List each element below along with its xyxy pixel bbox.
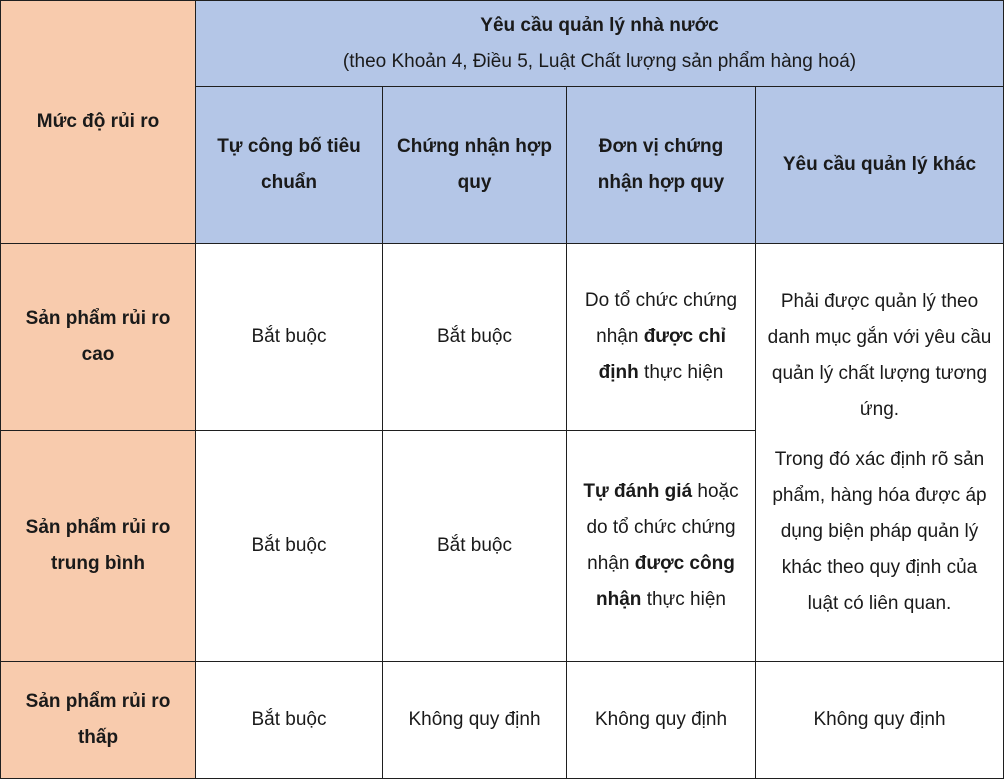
group-header — [196, 1, 1004, 87]
row-label-medium-risk: Sản phẩm rủi ro trung bình — [1, 431, 196, 662]
cell-low-other-requirements: Không quy định — [756, 662, 1004, 779]
other-requirements-paragraph-2: Trong đó xác định rõ sản phẩm, hàng hóa được áp dụng biện pháp quản lý khác theo quy định của luật có liên quan. — [772, 448, 987, 614]
group-header-subtitle: (theo Khoản 4, Điều 5, Luật Chất lượng sản phẩm hàng hoá) — [342, 50, 857, 72]
cell-low-self-declaration: Bắt buộc — [196, 662, 383, 779]
cell-high-self-declaration: Bắt buộc — [196, 244, 383, 431]
group-header-title: Yêu cầu quản lý nhà nước — [480, 14, 719, 36]
column-header-certification: Chứng nhận hợp quy — [383, 87, 567, 244]
cell-medium-certifier — [567, 431, 756, 662]
cell-medium-certifier-emphasis-1: Tự đánh giá — [583, 481, 693, 502]
cell-medium-certifier-emphasis-2: được công nhận — [596, 553, 735, 610]
column-header-other-requirements: Yêu cầu quản lý khác — [756, 87, 1004, 244]
cell-low-certifier: Không quy định — [567, 662, 756, 779]
cell-other-requirements-merged — [756, 244, 1004, 662]
corner-header-label: Mức độ rủi ro — [36, 111, 160, 132]
cell-high-certifier-text: Do tổ chức chứng nhận — [584, 290, 738, 347]
other-requirements-paragraph-1: Phải được quản lý theo danh mục gắn với yêu cầu quản lý chất lượng tương ứng. — [767, 290, 992, 420]
row-label-low-risk: Sản phẩm rủi ro thấp — [1, 662, 196, 779]
table-row-low-risk — [1, 662, 1004, 779]
column-header-self-declaration: Tự công bố tiêu chuẩn — [196, 87, 383, 244]
cell-medium-self-declaration: Bắt buộc — [196, 431, 383, 662]
cell-high-certifier-emphasis: được chỉ định — [598, 326, 726, 383]
cell-medium-certifier-text-end: thực hiện — [641, 589, 726, 610]
header-row-group — [1, 1, 1004, 87]
corner-header — [1, 1, 196, 244]
cell-high-certifier — [567, 244, 756, 431]
cell-medium-certification: Bắt buộc — [383, 431, 567, 662]
table-row-high-risk — [1, 244, 1004, 431]
cell-high-certifier-text-end: thực hiện — [638, 362, 724, 383]
column-header-certifier: Đơn vị chứng nhận hợp quy — [567, 87, 756, 244]
cell-medium-certifier-text: hoặc do tổ chức chứng nhận — [586, 481, 739, 574]
row-label-high-risk: Sản phẩm rủi ro cao — [1, 244, 196, 431]
cell-low-certification: Không quy định — [383, 662, 567, 779]
cell-high-certification: Bắt buộc — [383, 244, 567, 431]
